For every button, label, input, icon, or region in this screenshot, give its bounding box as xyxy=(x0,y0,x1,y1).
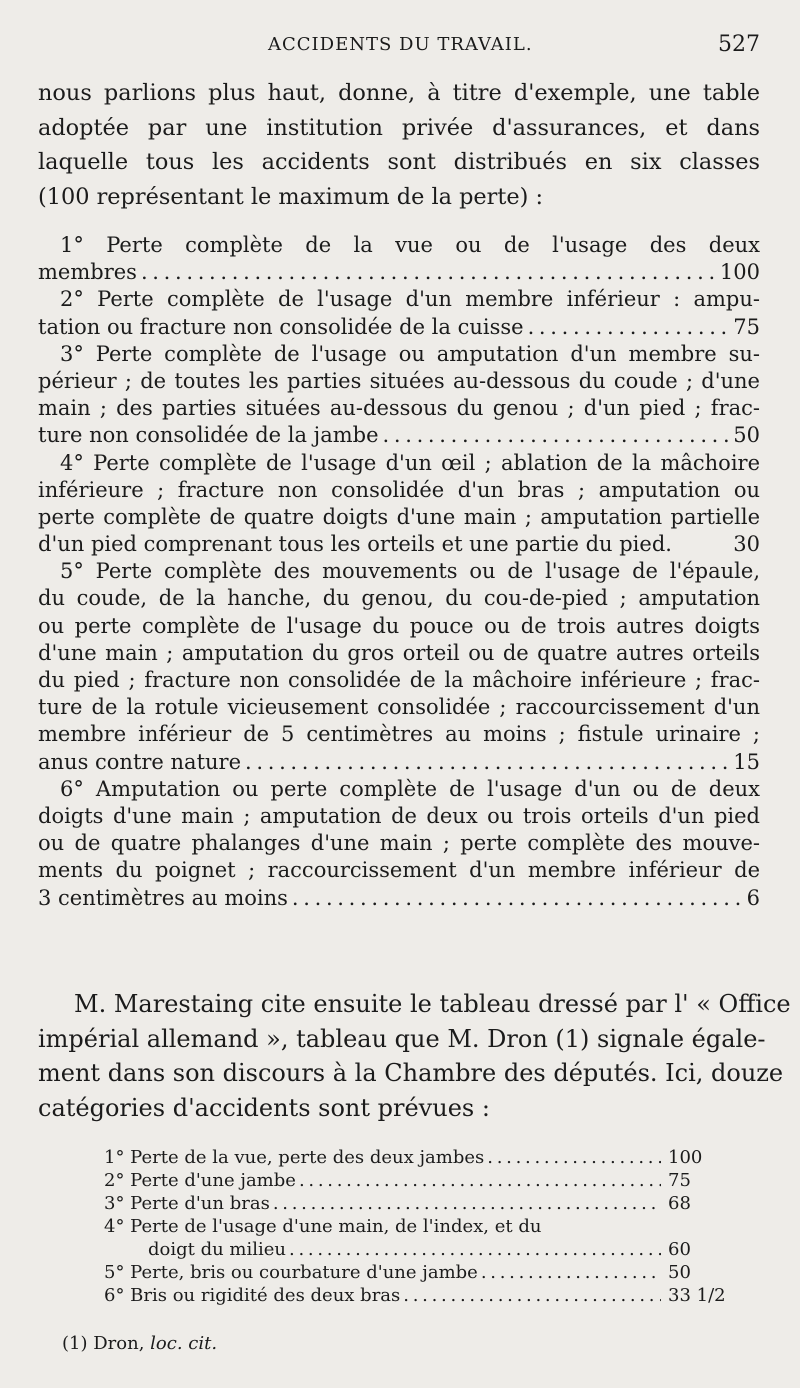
category-text: 5° Perte, bris ou courbature d'une jambe xyxy=(104,1262,478,1283)
class-text: anus contre nature xyxy=(38,749,242,774)
text-line: impérial allemand », tableau que M. Dron (1) signale égale- xyxy=(38,1024,766,1053)
category-value: 50 xyxy=(668,1262,691,1283)
class-final-line xyxy=(38,422,760,449)
class-line: du pied ; fracture non consolidée de la mâchoire inférieure ; frac- xyxy=(38,668,760,692)
leader-dots xyxy=(299,1169,661,1192)
class-line: ments du poignet ; raccourcissement d'un membre inférieur de xyxy=(38,858,760,883)
class-line: 1° Perte complète de la vue ou de l'usage des deux xyxy=(60,233,760,257)
class-text: d'un pied comprenant tous les orteils et une partie du pied. xyxy=(38,532,672,557)
class-line: ou perte complète de l'usage du pouce ou de trois autres doigts xyxy=(38,613,760,638)
categories-table xyxy=(104,1146,744,1307)
running-head xyxy=(268,34,760,60)
text-line: catégories d'accidents sont prévues : xyxy=(38,1093,490,1122)
class-line: perte complète de quatre doigts d'une main ; amputation partielle xyxy=(38,504,760,529)
footnote xyxy=(62,1333,217,1354)
text-line: laquelle tous les accidents sont distribués en six classes xyxy=(38,149,760,176)
footnote-reference: loc. cit. xyxy=(150,1333,218,1354)
class-text: 3 centimètres au moins xyxy=(38,885,288,910)
category-value xyxy=(664,1215,744,1238)
category-text: 3° Perte d'un bras xyxy=(104,1193,270,1214)
class-value: 100 xyxy=(719,260,760,285)
class-line: 4° Perte complète de l'usage d'un œil ; ablation de la mâchoire xyxy=(60,450,760,475)
category-text: 6° Bris ou rigidité des deux bras xyxy=(104,1285,401,1306)
class-text: membres xyxy=(38,260,137,285)
class-line: périeur ; de toutes les parties situées au-dessous du coude ; d'une xyxy=(38,368,760,393)
class-final-line xyxy=(38,314,760,341)
category-value: 60 xyxy=(668,1239,691,1260)
category-text: doigt du milieu xyxy=(148,1239,287,1260)
class-line: 2° Perte complète de l'usage d'un membre inférieur : ampu- xyxy=(60,287,760,312)
text-line: adoptée par une institution privée d'assurances, et dans xyxy=(38,114,760,141)
table-row xyxy=(104,1169,744,1192)
leader-dots xyxy=(245,749,729,776)
class-line: ture de la rotule vicieusement consolidée ; raccourcissement d'un xyxy=(38,695,760,720)
class-value: 30 xyxy=(733,532,760,557)
class-line: main ; des parties situées au-dessous du genou ; d'un pied ; frac- xyxy=(38,396,760,421)
class-line: du coude, de la hanche, du genou, du cou-de-pied ; amputation xyxy=(38,586,760,611)
leader-dots xyxy=(528,314,730,341)
class-line: inférieure ; fracture non consolidée d'un bras ; amputation ou xyxy=(38,477,760,502)
class-final-line xyxy=(38,531,760,558)
category-value: 100 xyxy=(668,1147,703,1168)
leader-dots xyxy=(487,1146,661,1169)
class-line: 6° Amputation ou perte complète de l'usage d'un ou de deux xyxy=(60,776,760,801)
class-line: 5° Perte complète des mouvements ou de l'usage de l'épaule, xyxy=(60,559,760,584)
class-text: tation ou fracture non consolidée de la cuisse xyxy=(38,314,524,339)
text-line: ment dans son discours à la Chambre des députés. Ici, douze xyxy=(38,1059,784,1087)
table-row xyxy=(104,1192,744,1215)
footnote-author: Dron, xyxy=(93,1333,145,1354)
class-line: 3° Perte complète de l'usage ou amputation d'un membre su- xyxy=(60,341,760,366)
class-line: ou de quatre phalanges d'une main ; perte complète des mouve- xyxy=(38,831,760,856)
leader-dots xyxy=(289,1238,661,1261)
category-text: 2° Perte d'une jambe xyxy=(104,1170,296,1191)
table-row xyxy=(104,1261,744,1284)
leader-dots xyxy=(481,1261,661,1284)
class-value: 6 xyxy=(746,885,760,910)
leader-dots xyxy=(141,259,716,286)
class-value: 15 xyxy=(733,749,760,774)
table-row xyxy=(104,1146,744,1169)
class-line: doigts d'une main ; amputation de deux ou trois orteils d'un pied xyxy=(38,803,760,828)
class-value: 50 xyxy=(733,423,760,448)
table-row xyxy=(104,1284,744,1307)
category-text: 1° Perte de la vue, perte des deux jambes xyxy=(104,1147,485,1168)
leader-dots xyxy=(292,885,743,912)
class-final-line xyxy=(38,885,760,912)
class-final-line xyxy=(38,259,760,286)
class-text: ture non consolidée de la jambe xyxy=(38,423,379,448)
running-title: ACCIDENTS DU TRAVAIL. xyxy=(268,34,533,55)
text-line: M. Marestaing cite ensuite le tableau dressé par l' « Office xyxy=(74,990,791,1018)
leader-dots xyxy=(403,1284,661,1307)
text-line: nous parlions plus haut, donne, à titre d'exemple, une table xyxy=(38,80,760,106)
category-text: 4° Perte de l'usage d'une main, de l'index, et du xyxy=(104,1216,542,1237)
category-value: 75 xyxy=(668,1170,691,1191)
accident-classes-list xyxy=(38,232,760,912)
category-value: 68 xyxy=(668,1193,691,1214)
leader-dots xyxy=(273,1192,661,1215)
text-line: (100 représentant le maximum de la perte) : xyxy=(38,184,544,211)
class-line: d'une main ; amputation du gros orteil ou de quatre autres orteils xyxy=(38,640,760,665)
class-final-line xyxy=(38,749,760,776)
class-value: 75 xyxy=(733,314,760,339)
page-number: 527 xyxy=(718,32,760,57)
category-value: 33 1/2 xyxy=(668,1285,726,1306)
intro-paragraph xyxy=(38,76,760,215)
table-row xyxy=(104,1238,744,1261)
leader-dots xyxy=(383,422,730,449)
second-paragraph xyxy=(38,987,791,1125)
class-line: membre inférieur de 5 centimètres au moins ; fistule urinaire ; xyxy=(38,722,760,747)
footnote-mark: (1) xyxy=(62,1333,88,1354)
table-row xyxy=(104,1215,744,1238)
